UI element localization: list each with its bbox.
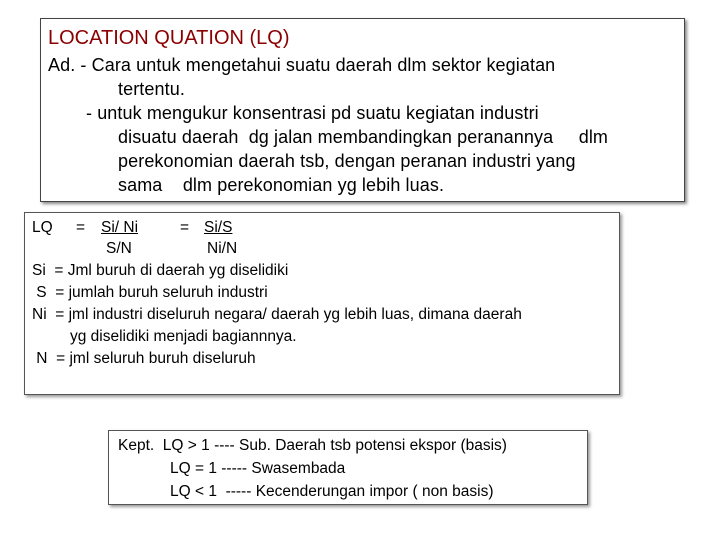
definition-line-6: sama dlm perekonomian yg lebih luas.	[118, 175, 445, 195]
definition-line-5: perekonomian daerah tsb, dengan peranan industri yang	[118, 151, 576, 171]
definition-si: Si = Jml buruh di daerah yg diselidiki	[32, 262, 289, 279]
criteria-line-2: LQ = 1 ----- Swasembada	[170, 460, 346, 477]
lq-definition-box	[40, 18, 685, 202]
definition-line-4: disuatu daerah dg jalan membandingkan peranannya dlm	[118, 127, 609, 147]
formula-denominator-1: S/N	[106, 240, 132, 257]
definition-line-1: Ad. - Cara untuk mengetahui suatu daerah dlm sektor kegiatan	[48, 55, 556, 75]
formula-equals-1: =	[76, 219, 86, 236]
lq-title: LOCATION QUATION (LQ)	[48, 27, 290, 49]
lq-formula-box	[24, 212, 620, 395]
formula-denominator-2: Ni/N	[207, 240, 238, 257]
definition-line-3: - untuk mengukur konsentrasi pd suatu kegiatan industri	[86, 103, 539, 123]
criteria-line-3: LQ < 1 ----- Kecenderungan impor ( non basis)	[170, 483, 494, 500]
definition-ni: Ni = jml industri diseluruh negara/ daerah yg lebih luas, dimana daerah	[32, 306, 522, 323]
formula-lhs: LQ	[32, 219, 53, 236]
definition-s: S = jumlah buruh seluruh industri	[32, 284, 268, 301]
lq-criteria-box	[108, 430, 588, 505]
formula-numerator-2: Si/S	[204, 219, 233, 236]
definition-n: N = jml seluruh buruh diseluruh	[32, 350, 256, 367]
definition-ni-cont: yg diselidiki menjadi bagiannnya.	[70, 328, 297, 345]
formula-numerator-1: Si/ Ni	[101, 219, 139, 236]
formula-equals-2: =	[180, 219, 190, 236]
definition-line-2: tertentu.	[118, 79, 185, 99]
criteria-line-1: Kept. LQ > 1 ---- Sub. Daerah tsb potensi ekspor (basis)	[118, 437, 507, 454]
